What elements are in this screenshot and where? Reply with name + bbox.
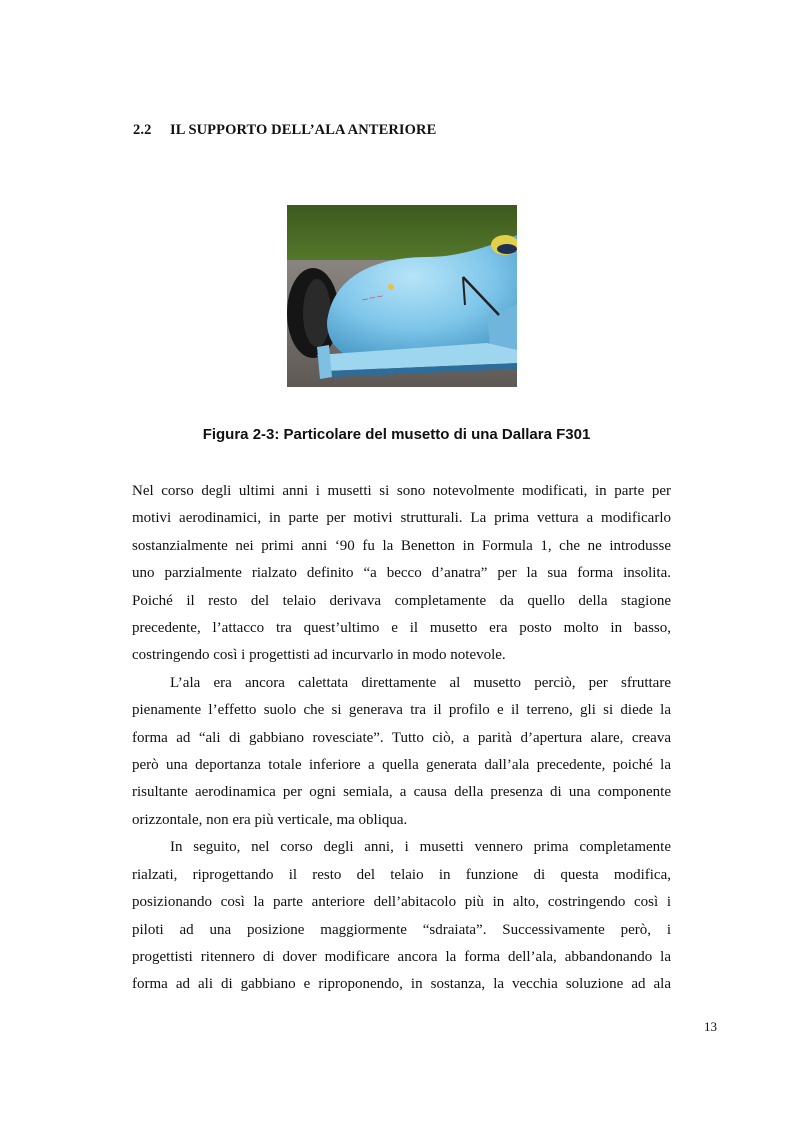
section-heading [133, 122, 436, 139]
text-line: rialzati, riprogettando il resto del telaio in funzione di questa modifica, [132, 866, 671, 883]
text-line: pienamente l’effetto suolo che si generava tra il profilo e il terreno, gli si diede la [132, 702, 671, 719]
section-title: IL SUPPORTO DELL’ALA ANTERIORE [170, 122, 437, 138]
text-line: sostanzialmente nei primi anni ‘90 fu la Benetton in Formula 1, che ne introdusse [132, 537, 671, 554]
body-text [132, 478, 671, 999]
figure-caption: Figura 2-3: Particolare del musetto di una Dallara F301 [202, 426, 591, 443]
text-line: piloti ad una posizione maggiormente “sdraiata”. Successivamente però, i [132, 921, 671, 938]
text-line: forma ad “ali di gabbiano rovesciate”. Tutto ciò, a parità d’apertura alare, creava [132, 729, 671, 746]
text-line: precedente, l’attacco tra quest’ultimo e il musetto era posto molto in basso, [132, 620, 671, 637]
text-line: Nel corso degli ultimi anni i musetti si sono notevolmente modificati, in parte per [132, 483, 671, 499]
text-line: In seguito, nel corso degli anni, i musetti vennero prima completamente [170, 839, 671, 856]
page-number: 13 [704, 1019, 717, 1034]
text-line: L’ala era ancora calettata direttamente al musetto perciò, per sfruttare [170, 674, 671, 691]
svg-text:~~~: ~~~ [360, 291, 385, 306]
figure-image-dallara-nose [287, 205, 517, 387]
text-line: Poiché il resto del telaio derivava completamente da quello della stagione [132, 592, 671, 609]
section-number: 2.2 [133, 122, 152, 138]
paragraph-2 [132, 670, 671, 834]
text-line: orizzontale, non era più verticale, ma obliqua. [132, 811, 408, 828]
text-line: però una deportanza totale inferiore a quella generata dall’ala precedente, poiché la [132, 757, 671, 774]
text-line: progettisti ritennero di dover modificare ancora la forma dell’ala, abbandonando la [132, 948, 671, 965]
text-line: forma ad ali di gabbiano e riproponendo, in sostanza, la vecchia soluzione ad ala [132, 976, 671, 993]
text-line: uno parzialmente rialzato definito “a becco d’anatra” per la sua forma insolita. [132, 565, 671, 582]
text-line: risultante aerodinamica per ogni semiala, a causa della presenza di una componente [132, 784, 671, 801]
paragraph-3 [132, 834, 671, 998]
text-line: costringendo così i progettisti ad incurvarlo in modo notevole. [132, 647, 506, 664]
text-line: posizionando così la parte anteriore dell’abitacolo più in alto, costringendo così i [132, 894, 671, 911]
text-line: motivi aerodinamici, in parte per motivi strutturali. La prima vettura a modificarlo [132, 510, 671, 527]
paragraph-1 [132, 478, 671, 670]
car-photo [287, 205, 517, 387]
